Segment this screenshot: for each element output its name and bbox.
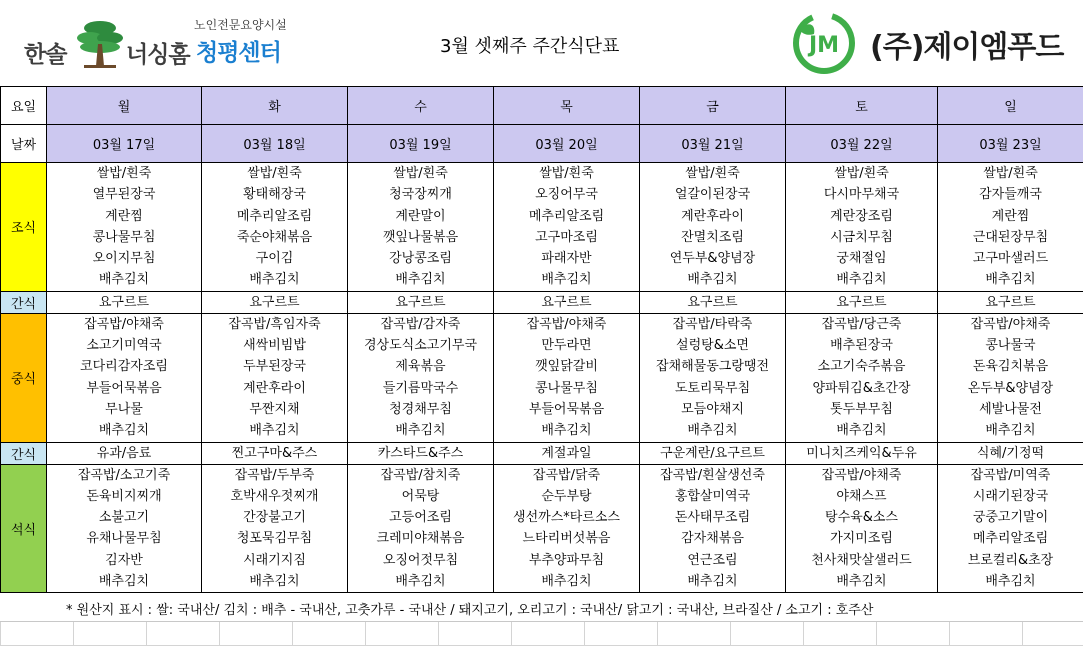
menu-item: 만두라면 [494,335,639,356]
menu-item: 궁채절임 [786,248,937,269]
snack2-menu-cell: 유과/음료 [47,442,202,464]
snack2-menu-cell: 카스타드&주스 [348,442,494,464]
menu-item: 시래기된장국 [938,486,1083,507]
menu-item: 배추김치 [348,269,493,290]
dinner-menu-cell [348,464,494,593]
menu-item: 궁중고기말이 [938,507,1083,528]
lunch-menu-cell [640,313,786,442]
menu-item: 순두부탕 [494,486,639,507]
menu-item: 황태해장국 [202,184,347,205]
menu-item: 배추된장국 [786,335,937,356]
menu-item: 쌀밥/흰죽 [494,163,639,184]
menu-item: 오징어무국 [494,184,639,205]
menu-item: 구이김 [202,248,347,269]
menu-item: 계란후라이 [202,378,347,399]
menu-item: 잡곡밥/야채죽 [938,314,1083,335]
snack1-menu-cell: 요구르트 [786,291,938,313]
breakfast-label: 조식 [1,163,47,292]
dinner-menu-cell [640,464,786,593]
menu-item: 배추김치 [640,269,785,290]
menu-item: 계란찜 [938,206,1083,227]
menu-item: 간장불고기 [202,507,347,528]
snack2-menu-cell: 미니치즈케익&두유 [786,442,938,464]
day-header-cell: 화 [202,87,348,125]
lunch-row [1,313,1083,442]
company-logo [790,10,1075,76]
menu-item: 콩나물무침 [494,378,639,399]
menu-item: 연근조림 [640,550,785,571]
menu-item: 죽순야채볶음 [202,227,347,248]
menu-item: 감자들깨국 [938,184,1083,205]
day-header-cell: 일 [938,87,1083,125]
menu-item: 모듬야채지 [640,399,785,420]
menu-item: 쌀밥/흰죽 [47,163,201,184]
snack2-menu-cell: 구운계란/요구르트 [640,442,786,464]
date-row-label: 날짜 [1,125,47,163]
dinner-menu-cell [494,464,640,593]
dinner-label: 석식 [1,464,47,593]
menu-item: 배추김치 [494,269,639,290]
day-header-cell: 목 [494,87,640,125]
menu-item: 소불고기 [47,507,201,528]
snack2-menu-cell: 찐고구마&주스 [202,442,348,464]
menu-item: 잡곡밥/타락죽 [640,314,785,335]
breakfast-menu-cell [640,163,786,292]
snack1-menu-cell: 요구르트 [640,291,786,313]
menu-item: 배추김치 [47,571,201,592]
date-header-cell: 03월 22일 [786,125,938,163]
menu-item: 배추김치 [47,420,201,441]
menu-item: 유채나물무침 [47,528,201,549]
snack2-menu-cell: 식혜/기정떡 [938,442,1083,464]
day-header-row [1,87,1083,125]
origin-footnote: * 원산지 표시 : 쌀: 국내산/ 김치 : 배추 - 국내산, 고춧가루 - 국내산 / 돼지고기, 오리고기 : 국내산/ 닭고기 : 국내산, 브라질산 / 소고기 : 호주산 [0,600,1083,622]
menu-item: 깻잎나물볶음 [348,227,493,248]
dinner-menu-cell [938,464,1083,593]
menu-item: 배추김치 [47,269,201,290]
snack1-menu-cell: 요구르트 [494,291,640,313]
menu-item: 잡곡밥/참치죽 [348,465,493,486]
breakfast-menu-cell [47,163,202,292]
lunch-menu-cell [494,313,640,442]
menu-item: 쌀밥/흰죽 [202,163,347,184]
menu-item: 메추리알조림 [494,206,639,227]
menu-item: 돈육비지찌개 [47,486,201,507]
day-row-label: 요일 [1,87,47,125]
snack1-menu-cell: 요구르트 [47,291,202,313]
menu-item: 쌀밥/흰죽 [938,163,1083,184]
menu-item: 다시마무채국 [786,184,937,205]
menu-item: 근대된장무침 [938,227,1083,248]
menu-item: 두부된장국 [202,356,347,377]
menu-item: 고구마샐러드 [938,248,1083,269]
menu-item: 어묵탕 [348,486,493,507]
breakfast-menu-cell [938,163,1083,292]
menu-item: 배추김치 [494,571,639,592]
menu-item: 잡곡밥/미역죽 [938,465,1083,486]
menu-item: 새싹비빔밥 [202,335,347,356]
menu-item: 고등어조림 [348,507,493,528]
logo-text-nursing-home: 너싱홈 [126,36,190,69]
menu-item: 시금치무침 [786,227,937,248]
day-header-cell: 수 [348,87,494,125]
menu-item: 야채스프 [786,486,937,507]
page-header [0,0,1083,86]
snack1-row [1,291,1083,313]
menu-item: 잡곡밥/흰살생선죽 [640,465,785,486]
menu-item: 돈사태무조림 [640,507,785,528]
jm-circle-leaf-icon [790,10,858,76]
dinner-menu-cell [202,464,348,593]
menu-item: 돈육김치볶음 [938,356,1083,377]
menu-item: 시래기지짐 [202,550,347,571]
breakfast-menu-cell [494,163,640,292]
page-title: 3월 셋째주 주간식단표 [440,32,680,58]
menu-item: 오이지무침 [47,248,201,269]
pine-tree-icon [76,16,124,68]
menu-item: 쌀밥/흰죽 [786,163,937,184]
menu-item: 쌀밥/흰죽 [348,163,493,184]
menu-item: 배추김치 [640,420,785,441]
breakfast-menu-cell [348,163,494,292]
date-header-cell: 03월 18일 [202,125,348,163]
date-header-cell: 03월 19일 [348,125,494,163]
date-header-cell: 03월 17일 [47,125,202,163]
snack2-row [1,442,1083,464]
menu-item: 콩나물국 [938,335,1083,356]
day-header-cell: 월 [47,87,202,125]
menu-item: 가지미조림 [786,528,937,549]
breakfast-menu-cell [786,163,938,292]
breakfast-row [1,163,1083,292]
menu-item: 느타리버섯볶음 [494,528,639,549]
menu-item: 잡곡밥/당근죽 [786,314,937,335]
menu-item: 무나물 [47,399,201,420]
snack1-menu-cell: 요구르트 [348,291,494,313]
menu-item: 얼갈이된장국 [640,184,785,205]
logo-subtitle: 노인전문요양시설 [194,16,287,33]
menu-item: 강낭콩조림 [348,248,493,269]
date-header-cell: 03월 21일 [640,125,786,163]
lunch-menu-cell [938,313,1083,442]
menu-item: 제육볶음 [348,356,493,377]
menu-item: 김자반 [47,550,201,571]
menu-item: 잔멸치조림 [640,227,785,248]
menu-item: 들기름막국수 [348,378,493,399]
menu-item: 코다리감자조림 [47,356,201,377]
facility-logo [20,14,290,74]
menu-item: 쌀밥/흰죽 [640,163,785,184]
menu-item: 배추김치 [202,269,347,290]
menu-item: 부추양파무침 [494,550,639,571]
breakfast-menu-cell [202,163,348,292]
snack1-label: 간식 [1,291,47,313]
menu-item: 계란장조림 [786,206,937,227]
menu-item: 배추김치 [786,571,937,592]
menu-item: 청경채무침 [348,399,493,420]
menu-item: 탕수육&소스 [786,507,937,528]
menu-item: 잡곡밥/닭죽 [494,465,639,486]
day-header-cell: 금 [640,87,786,125]
menu-item: 배추김치 [786,420,937,441]
menu-item: 열무된장국 [47,184,201,205]
date-header-row [1,125,1083,163]
menu-item: 천사채맛살샐러드 [786,550,937,571]
svg-text:JM: JM [807,33,839,58]
menu-item: 부들어묵볶음 [494,399,639,420]
menu-item: 배추김치 [202,571,347,592]
menu-item: 세발나물전 [938,399,1083,420]
menu-item: 잡곡밥/소고기죽 [47,465,201,486]
menu-item: 배추김치 [938,420,1083,441]
company-name: (주)제이엠푸드 [870,22,1063,66]
weekly-menu-table [0,86,1083,593]
menu-item: 소고기숙주볶음 [786,356,937,377]
lunch-menu-cell [202,313,348,442]
menu-item: 양파튀김&초간장 [786,378,937,399]
snack1-menu-cell: 요구르트 [938,291,1083,313]
menu-item: 콩나물무침 [47,227,201,248]
lunch-label: 중식 [1,313,47,442]
lunch-menu-cell [786,313,938,442]
menu-item: 브로컬리&초장 [938,550,1083,571]
logo-text-hansol: 한솔 [24,36,66,69]
menu-item: 잡곡밥/흑임자죽 [202,314,347,335]
menu-item: 부들어묵볶음 [47,378,201,399]
menu-item: 홍합살미역국 [640,486,785,507]
dinner-menu-cell [786,464,938,593]
menu-item: 파래자반 [494,248,639,269]
menu-item: 소고기미역국 [47,335,201,356]
menu-item: 잡곡밥/감자죽 [348,314,493,335]
date-header-cell: 03월 20일 [494,125,640,163]
empty-grid-area [0,622,1083,646]
menu-item: 잡곡밥/야채죽 [786,465,937,486]
snack1-menu-cell: 요구르트 [202,291,348,313]
menu-item: 계란찜 [47,206,201,227]
menu-item: 온두부&양념장 [938,378,1083,399]
logo-text-center: 청평센터 [196,34,281,67]
date-header-cell: 03월 23일 [938,125,1083,163]
dinner-menu-cell [47,464,202,593]
menu-item: 배추김치 [348,420,493,441]
lunch-menu-cell [47,313,202,442]
menu-item: 메추리알조림 [938,528,1083,549]
menu-item: 연두부&양념장 [640,248,785,269]
menu-item: 메추리알조림 [202,206,347,227]
dinner-row [1,464,1083,593]
menu-item: 고구마조림 [494,227,639,248]
menu-item: 감자채볶음 [640,528,785,549]
menu-item: 계란말이 [348,206,493,227]
menu-item: 도토리묵무침 [640,378,785,399]
menu-item: 배추김치 [786,269,937,290]
menu-item: 생선까스*타르소스 [494,507,639,528]
menu-item: 배추김치 [202,420,347,441]
menu-item: 오징어젓무침 [348,550,493,571]
lunch-menu-cell [348,313,494,442]
menu-item: 호박새우젓찌개 [202,486,347,507]
menu-item: 톳두부무침 [786,399,937,420]
menu-item: 배추김치 [938,571,1083,592]
menu-item: 배추김치 [640,571,785,592]
menu-item: 무짠지채 [202,399,347,420]
menu-item: 배추김치 [938,269,1083,290]
menu-item: 잡채해물동그랑땡전 [640,356,785,377]
menu-item: 청국장찌개 [348,184,493,205]
menu-item: 설렁탕&소면 [640,335,785,356]
day-header-cell: 토 [786,87,938,125]
menu-item: 청포묵김무침 [202,528,347,549]
menu-item: 경상도식소고기무국 [348,335,493,356]
snack2-label: 간식 [1,442,47,464]
menu-item: 잡곡밥/야채죽 [494,314,639,335]
menu-item: 계란후라이 [640,206,785,227]
menu-item: 배추김치 [348,571,493,592]
menu-item: 잡곡밥/두부죽 [202,465,347,486]
menu-item: 크레미야채볶음 [348,528,493,549]
menu-item: 배추김치 [494,420,639,441]
snack2-menu-cell: 계절과일 [494,442,640,464]
menu-item: 잡곡밥/야채죽 [47,314,201,335]
menu-item: 깻잎닭갈비 [494,356,639,377]
